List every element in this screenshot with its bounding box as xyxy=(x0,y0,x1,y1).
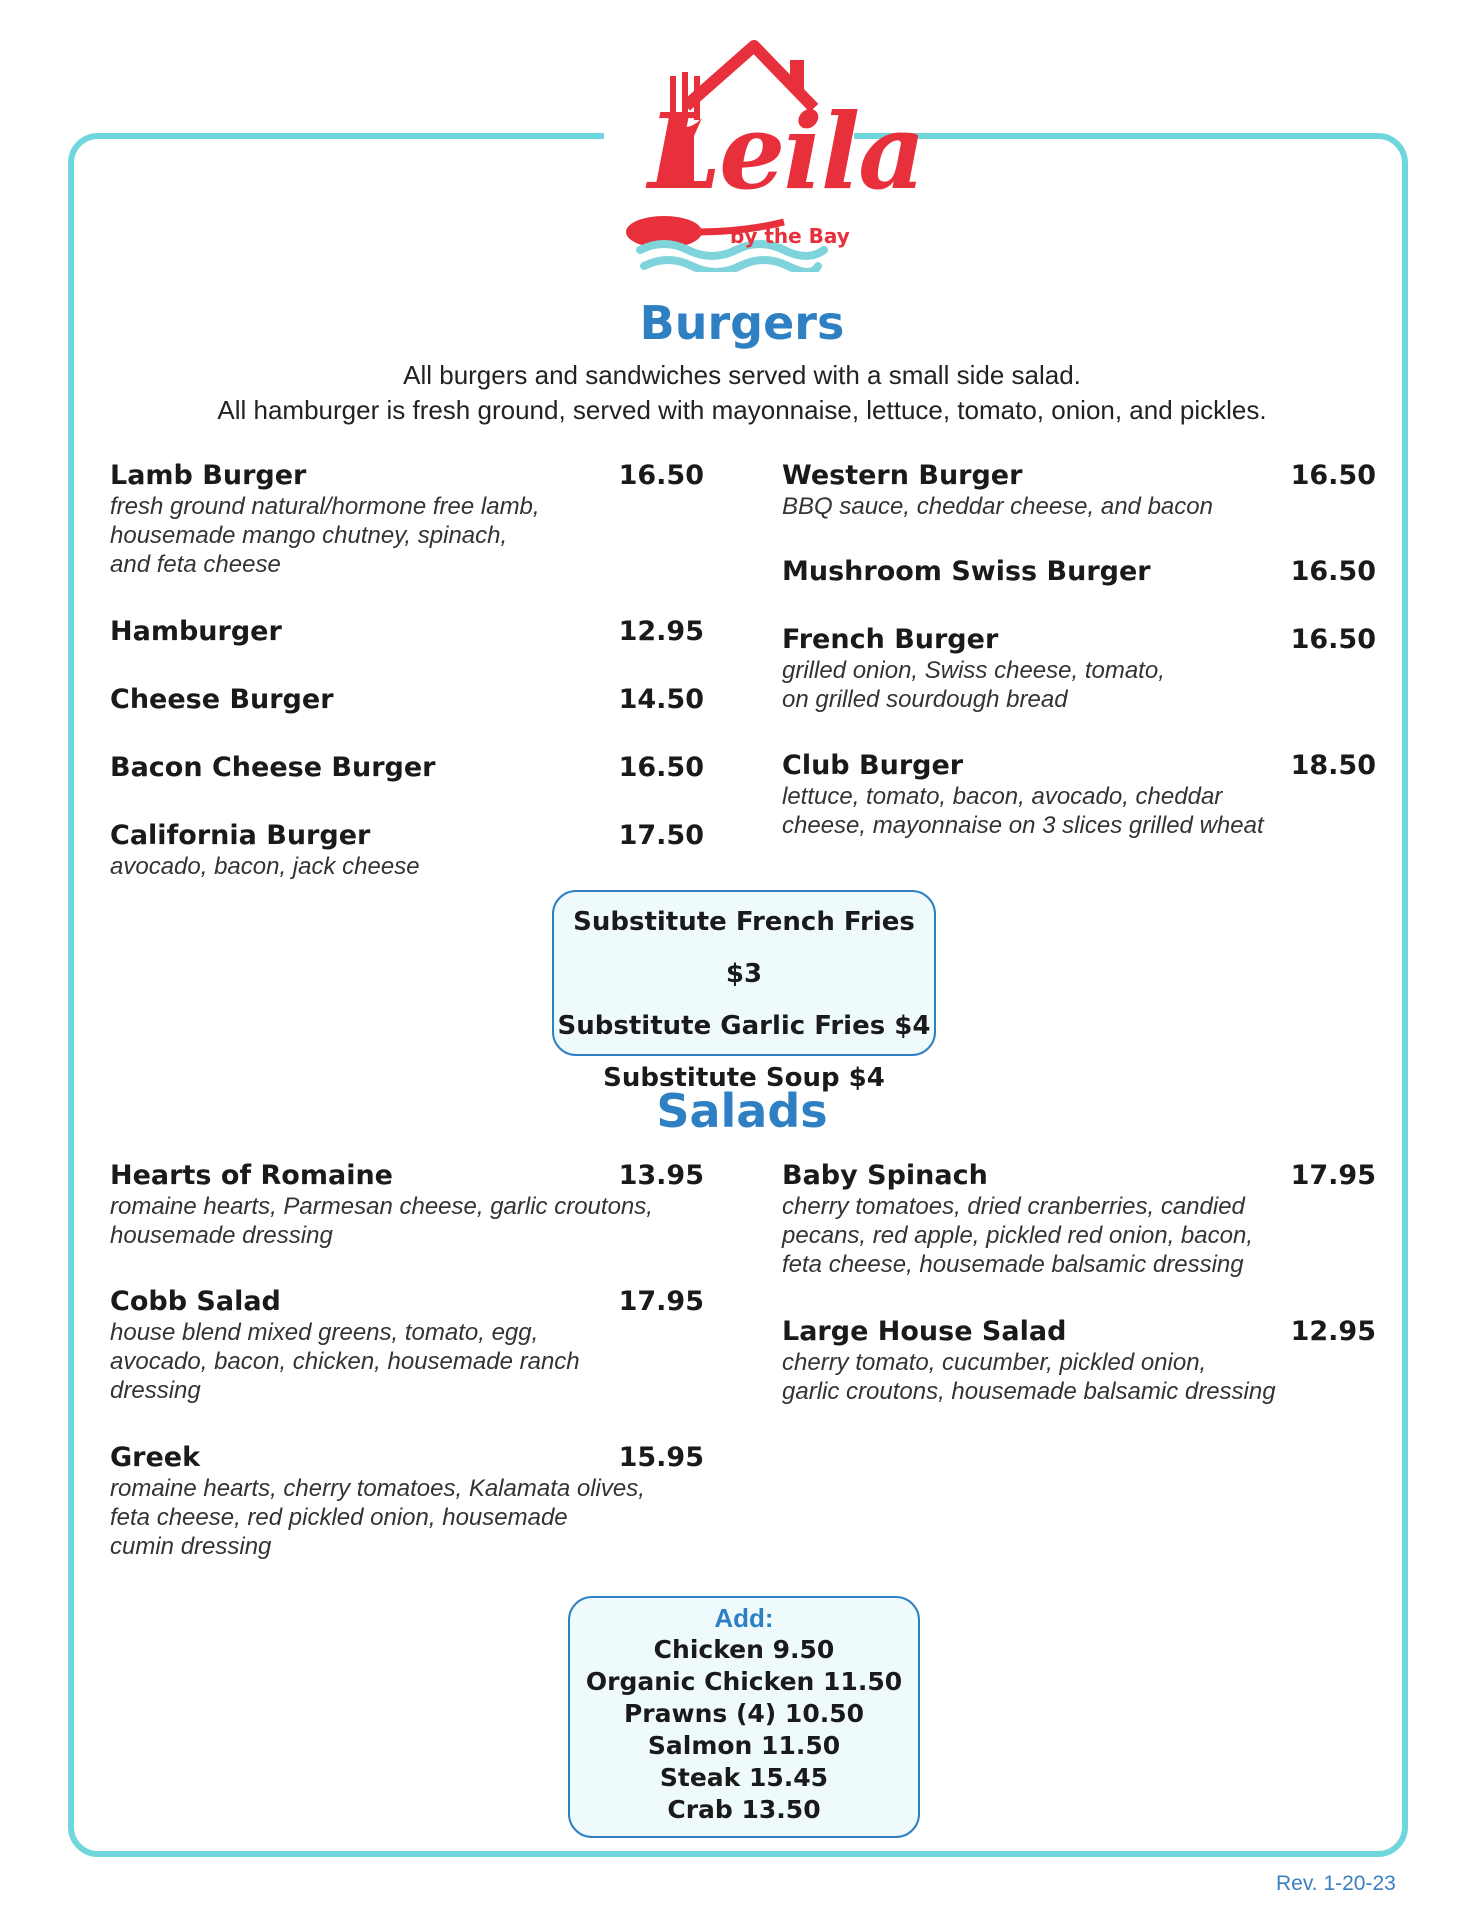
item-price: 13.95 xyxy=(618,1160,704,1191)
item-price: 16.50 xyxy=(1290,624,1376,655)
desc-line: and feta cheese xyxy=(110,551,281,578)
item-name: Club Burger xyxy=(782,750,964,781)
desc-line: on grilled sourdough bread xyxy=(782,686,1068,713)
desc-line: cherry tomatoes, dried cranberries, candied xyxy=(782,1193,1245,1220)
menu-item-large-house-salad xyxy=(782,1316,1376,1406)
desc-line: lettuce, tomato, bacon, avocado, cheddar xyxy=(782,783,1223,810)
burgers-intro xyxy=(0,358,1484,428)
item-description xyxy=(782,782,1376,840)
item-name: California Burger xyxy=(110,820,371,851)
desc-line: cumin dressing xyxy=(110,1533,272,1560)
menu-item-baby-spinach xyxy=(782,1160,1376,1279)
salads-title: Salads xyxy=(656,1084,828,1138)
burgers-title: Burgers xyxy=(639,296,845,350)
menu-item-cheese-burger xyxy=(110,684,704,715)
desc-line: housemade mango chutney, spinach, xyxy=(110,522,508,549)
menu-item-greek xyxy=(110,1442,704,1561)
item-price: 17.50 xyxy=(618,820,704,851)
substitutes-box xyxy=(552,890,936,1093)
desc-line: avocado, bacon, jack cheese xyxy=(110,853,420,880)
item-price: 16.50 xyxy=(1290,460,1376,491)
desc-line: BBQ sauce, cheddar cheese, and bacon xyxy=(782,493,1213,520)
menu-item-club-burger xyxy=(782,750,1376,840)
item-name: French Burger xyxy=(782,624,999,655)
add-on-line: Steak 15.45 xyxy=(659,1763,829,1792)
menu-item-french-burger xyxy=(782,624,1376,714)
item-price: 12.95 xyxy=(1290,1316,1376,1347)
substitute-line: Substitute French Fries $3 xyxy=(573,907,915,989)
item-name: Western Burger xyxy=(782,460,1023,491)
logo-tagline: by the Bay xyxy=(730,224,850,248)
item-price: 12.95 xyxy=(618,616,704,647)
item-name: Cobb Salad xyxy=(110,1286,281,1317)
desc-line: cheese, mayonnaise on 3 slices grilled wheat xyxy=(782,812,1264,839)
item-price: 18.50 xyxy=(1290,750,1376,781)
desc-line: house blend mixed greens, tomato, egg, xyxy=(110,1319,539,1346)
menu-item-california-burger xyxy=(110,820,704,881)
desc-line: feta cheese, housemade balsamic dressing xyxy=(782,1251,1244,1278)
item-description xyxy=(110,1192,704,1250)
logo-wordmark: Leila xyxy=(648,90,924,213)
item-name: Large House Salad xyxy=(782,1316,1067,1347)
item-price: 16.50 xyxy=(618,460,704,491)
item-description xyxy=(110,1318,704,1405)
item-description xyxy=(110,1474,704,1561)
add-on-line: Salmon 11.50 xyxy=(647,1731,841,1760)
substitute-line: Substitute Garlic Fries $4 xyxy=(557,1011,931,1041)
desc-line: dressing xyxy=(110,1377,201,1404)
item-price: 15.95 xyxy=(618,1442,704,1473)
item-price: 16.50 xyxy=(618,752,704,783)
item-price: 16.50 xyxy=(1290,556,1376,587)
item-name: Hamburger xyxy=(110,616,282,647)
add-on-line: Chicken 9.50 xyxy=(653,1635,835,1664)
desc-line: cherry tomato, cucumber, pickled onion, xyxy=(782,1349,1207,1376)
desc-line: romaine hearts, Parmesan cheese, garlic croutons, xyxy=(110,1193,653,1220)
desc-line: pecans, red apple, pickled red onion, bacon, xyxy=(782,1222,1253,1249)
menu-item-hamburger xyxy=(110,616,704,647)
item-description xyxy=(782,656,1376,714)
desc-line: avocado, bacon, chicken, housemade ranch xyxy=(110,1348,580,1375)
substitute-line: Substitute Soup $4 xyxy=(603,1063,885,1093)
menu-item-cobb-salad xyxy=(110,1286,704,1405)
item-name: Hearts of Romaine xyxy=(110,1160,393,1191)
item-description xyxy=(782,492,1376,521)
item-name: Lamb Burger xyxy=(110,460,307,491)
desc-line: romaine hearts, cherry tomatoes, Kalamata olives, xyxy=(110,1475,645,1502)
item-name: Mushroom Swiss Burger xyxy=(782,556,1151,587)
item-price: 17.95 xyxy=(618,1286,704,1317)
item-description xyxy=(110,492,704,579)
desc-line: feta cheese, red pickled onion, housemade xyxy=(110,1504,568,1531)
item-price: 17.95 xyxy=(1290,1160,1376,1191)
add-ons-box xyxy=(568,1596,920,1838)
intro-line: All hamburger is fresh ground, served with mayonnaise, lettuce, tomato, onion, and pickles. xyxy=(217,395,1267,425)
item-description xyxy=(782,1348,1376,1406)
desc-line: garlic croutons, housemade balsamic dressing xyxy=(782,1378,1276,1405)
add-on-line: Crab 13.50 xyxy=(667,1795,821,1824)
desc-line: grilled onion, Swiss cheese, tomato, xyxy=(782,657,1165,684)
restaurant-logo xyxy=(604,36,924,272)
desc-line: fresh ground natural/hormone free lamb, xyxy=(110,493,540,520)
menu-item-western-burger xyxy=(782,460,1376,521)
item-name: Greek xyxy=(110,1442,201,1473)
item-price: 14.50 xyxy=(618,684,704,715)
menu-item-mushroom-swiss-burger xyxy=(782,556,1376,587)
item-name: Baby Spinach xyxy=(782,1160,988,1191)
menu-item-bacon-cheese-burger xyxy=(110,752,704,783)
add-on-line: Prawns (4) 10.50 xyxy=(623,1699,865,1728)
desc-line: housemade dressing xyxy=(110,1222,333,1249)
item-description xyxy=(782,1192,1376,1279)
menu-item-lamb-burger xyxy=(110,460,704,579)
add-on-line: Organic Chicken 11.50 xyxy=(585,1667,903,1696)
intro-line: All burgers and sandwiches served with a small side salad. xyxy=(403,360,1081,390)
item-name: Bacon Cheese Burger xyxy=(110,752,436,783)
add-ons-heading: Add: xyxy=(714,1603,774,1633)
item-name: Cheese Burger xyxy=(110,684,334,715)
revision-date: Rev. 1-20-23 xyxy=(1276,1872,1396,1895)
item-description xyxy=(110,852,704,881)
menu-item-hearts-of-romaine xyxy=(110,1160,704,1250)
